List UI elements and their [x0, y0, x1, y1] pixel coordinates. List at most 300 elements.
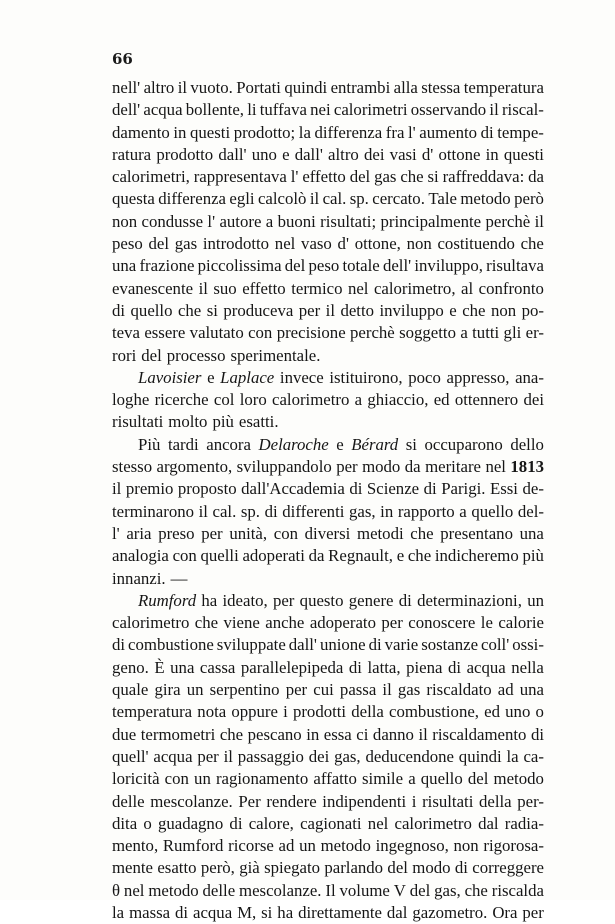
word: ci	[356, 724, 369, 744]
text-line	[112, 701, 544, 723]
word: quello	[420, 769, 463, 789]
word: principalmente	[380, 211, 482, 231]
word: cassa	[199, 657, 236, 677]
word: differenti	[282, 501, 345, 521]
word: li	[247, 100, 257, 120]
word: si	[261, 902, 273, 922]
text-line	[112, 77, 544, 99]
word: per	[197, 746, 219, 766]
word: indicheremo	[434, 546, 519, 566]
word: autore	[219, 211, 262, 231]
word: una	[170, 657, 195, 677]
word: di	[349, 479, 363, 499]
word: È	[154, 657, 165, 677]
word: cal.	[212, 501, 237, 521]
word: più	[212, 412, 234, 432]
word: processo	[166, 345, 226, 365]
word: per	[522, 902, 544, 922]
word: da	[528, 167, 544, 187]
word: il	[198, 501, 208, 521]
word: V	[393, 880, 406, 900]
word: er-	[525, 323, 544, 343]
word: in	[485, 144, 499, 164]
text-line	[112, 880, 544, 902]
text-line	[112, 545, 544, 567]
word: analogia	[112, 546, 169, 566]
word: Lavoisier	[138, 367, 202, 387]
word: acqua	[143, 100, 183, 120]
word: Scienze	[366, 479, 420, 499]
word: esatti.	[238, 412, 279, 432]
word: l'	[112, 523, 120, 543]
word: dall'	[288, 635, 317, 655]
word: del	[284, 256, 306, 276]
text-line	[112, 188, 544, 210]
word: rendere	[266, 791, 317, 811]
word: di	[348, 657, 362, 677]
word: questi	[503, 144, 544, 164]
word: mente	[112, 858, 154, 878]
word: di	[229, 813, 243, 833]
word: adoperati	[242, 546, 305, 566]
word: il	[309, 189, 320, 209]
text-line	[112, 300, 544, 322]
word: perchè	[350, 323, 395, 343]
word: presentano	[440, 523, 513, 543]
word: di	[264, 501, 278, 521]
word: affatto	[313, 769, 357, 789]
word: massa	[129, 902, 171, 922]
word: aumento	[419, 122, 478, 142]
word: cagionati	[300, 813, 362, 833]
word: d'	[337, 234, 349, 254]
word: buoni	[277, 211, 316, 231]
word: un	[527, 590, 544, 610]
word: entrambi	[330, 78, 391, 97]
word: Delaroche	[258, 434, 329, 454]
word: sviluppandolo	[236, 457, 332, 477]
word: a	[265, 211, 274, 231]
word: gira	[154, 680, 181, 700]
word: appresso,	[446, 367, 510, 387]
word: in	[173, 122, 187, 142]
word: rapporto	[397, 501, 455, 521]
word: peso	[112, 234, 143, 254]
word: risultati	[422, 791, 474, 811]
word: sostanze	[421, 635, 479, 655]
text-line	[112, 255, 544, 277]
word: argomento,	[156, 457, 233, 477]
word: vasi	[389, 144, 417, 164]
word: nel	[123, 880, 145, 900]
word: ed	[433, 390, 450, 410]
word: calorimetro	[272, 390, 350, 410]
word: meritare	[425, 457, 481, 477]
word: e	[396, 546, 405, 566]
word: il	[382, 680, 392, 700]
word: in	[380, 501, 394, 521]
word: differenza	[158, 189, 226, 209]
word: del	[148, 234, 170, 254]
word: si	[427, 167, 439, 187]
word: della	[479, 791, 512, 811]
text-line	[112, 144, 544, 166]
word: il	[198, 278, 208, 298]
word: dall'	[294, 144, 323, 164]
word: essere	[144, 323, 186, 343]
word: cal.	[322, 189, 347, 209]
word: stesso	[112, 457, 153, 477]
word: che	[400, 167, 424, 187]
word: bollente,	[185, 100, 244, 120]
word: del	[387, 858, 408, 878]
text-line	[112, 278, 544, 300]
word: quello	[471, 501, 514, 521]
word: risultava	[486, 256, 544, 276]
word: calorimetro	[112, 613, 190, 633]
word: l'	[290, 167, 299, 187]
word: altro	[143, 78, 175, 97]
word: o	[535, 702, 544, 722]
word: temperatura	[112, 702, 193, 722]
word: ana-	[515, 367, 544, 387]
word: ca-	[523, 746, 544, 766]
word: a	[408, 769, 416, 789]
word: di	[175, 902, 189, 922]
word: per	[201, 523, 223, 543]
word: raffreddava:	[442, 167, 525, 187]
word: —	[170, 568, 188, 588]
word: damento	[112, 122, 170, 142]
word: Tale	[428, 189, 457, 209]
word: delle	[112, 791, 145, 811]
word: dei	[523, 390, 544, 410]
word: però	[514, 189, 544, 209]
word: le	[480, 613, 493, 633]
word: metodo	[460, 189, 511, 209]
text-line	[112, 122, 544, 144]
word: parallelepipeda	[240, 657, 344, 677]
word: l'	[207, 211, 216, 231]
word: gazometro.	[412, 902, 488, 922]
text-line	[112, 456, 544, 478]
word: innanzi.	[112, 568, 166, 588]
word: Più	[138, 434, 161, 454]
word: occuparono	[424, 434, 503, 454]
word: calcolò	[257, 189, 307, 209]
word: gli	[503, 323, 522, 343]
word: invece	[279, 367, 324, 387]
word: fra	[385, 122, 405, 142]
text-line	[112, 166, 544, 188]
word: la	[112, 902, 125, 922]
word: teva	[112, 323, 140, 343]
word: un	[299, 836, 316, 856]
word: cui	[313, 680, 334, 700]
word: si	[206, 300, 218, 320]
text-line	[112, 746, 544, 768]
word: modo	[412, 858, 451, 878]
word: gas	[374, 167, 397, 187]
word: una	[112, 256, 137, 276]
word: risultati	[112, 412, 164, 432]
word: passaggio	[237, 746, 304, 766]
word: aria	[126, 523, 152, 543]
word: spiegato	[264, 858, 321, 878]
word: per	[272, 590, 295, 610]
word: sp.	[240, 501, 261, 521]
word: che	[520, 234, 544, 254]
word: per	[285, 680, 308, 700]
word: il	[325, 300, 335, 320]
word: dita	[112, 813, 138, 833]
word: che	[462, 300, 486, 320]
word: deducendone	[365, 746, 454, 766]
word: loro	[239, 390, 267, 410]
word: 1813	[510, 457, 544, 477]
word: evanescente	[112, 278, 194, 298]
word: la	[298, 122, 311, 142]
word: ha	[201, 590, 218, 610]
word: del	[467, 769, 489, 789]
word: con	[172, 546, 197, 566]
word: peso	[308, 256, 340, 276]
word: ha	[277, 902, 294, 922]
word: radia-	[504, 813, 544, 833]
word: Regnault,	[328, 546, 393, 566]
word: altro	[328, 144, 359, 164]
word: nel	[485, 457, 506, 477]
word: a	[354, 390, 363, 410]
word: non	[406, 234, 432, 254]
word: metodo	[493, 769, 544, 789]
word: calorimetri,	[112, 167, 190, 187]
word: acqua	[193, 902, 233, 922]
word: uno	[251, 144, 277, 164]
word: la	[506, 746, 519, 766]
word: ottone	[438, 144, 481, 164]
word: gas	[174, 234, 198, 254]
word: per-	[517, 791, 544, 811]
word: gas,	[334, 746, 361, 766]
word: temperatura	[463, 78, 544, 97]
word: prodotto	[156, 144, 214, 164]
word: unità,	[229, 523, 268, 543]
word: termico	[291, 278, 343, 298]
text-line	[112, 902, 544, 924]
word: però,	[200, 858, 235, 878]
word: di	[423, 479, 437, 499]
word: questo	[299, 590, 344, 610]
word: istituirono,	[329, 367, 403, 387]
word: di	[368, 635, 382, 655]
word: coll'	[481, 635, 510, 655]
text-line	[112, 478, 544, 500]
word: risultati;	[320, 211, 377, 231]
text-line	[112, 791, 544, 813]
word: determinazioni,	[417, 590, 522, 610]
word: del	[141, 345, 162, 365]
word: tutti	[472, 323, 500, 343]
word: molto	[168, 412, 208, 432]
word: ad	[278, 836, 295, 856]
word: ragionamento	[215, 769, 309, 789]
word: osservando	[410, 100, 487, 120]
word: dell'	[382, 256, 412, 276]
word: dei	[363, 144, 385, 164]
word: i	[283, 702, 288, 722]
text-line	[112, 768, 544, 790]
word: ad	[497, 680, 514, 700]
word: tempe-	[497, 122, 544, 142]
word: direttamente	[298, 902, 382, 922]
word: metodo	[148, 880, 199, 900]
word: M,	[237, 902, 257, 922]
word: latta,	[367, 657, 401, 677]
word: o	[143, 813, 152, 833]
word: dal	[386, 902, 408, 922]
word: totale	[342, 256, 380, 276]
word: quell'	[112, 746, 149, 766]
word: che	[177, 300, 202, 320]
word: di	[398, 590, 412, 610]
word: calorimetro,	[373, 278, 456, 298]
text-line	[112, 367, 544, 389]
word: termometri	[140, 724, 216, 744]
word: piena	[406, 657, 443, 677]
word: mescolanze.	[150, 791, 233, 811]
word: metodo	[320, 836, 371, 856]
word: Ora	[492, 902, 518, 922]
word: di	[447, 657, 462, 677]
word: un	[194, 769, 211, 789]
word: di	[530, 724, 544, 744]
word: quindi	[284, 78, 328, 97]
word: egli	[229, 189, 255, 209]
word: riscaldamento	[432, 724, 527, 744]
word: ghiaccio,	[367, 390, 429, 410]
word: si	[405, 434, 417, 454]
word: nota	[197, 702, 227, 722]
word: un	[186, 680, 204, 700]
word: volume	[339, 880, 390, 900]
word: inviluppo,	[414, 256, 483, 276]
word: sviluppate	[216, 635, 286, 655]
word: Portati	[236, 78, 281, 97]
word: adoperato	[309, 613, 376, 633]
word: produceva	[223, 300, 294, 320]
word: differenza	[314, 122, 383, 142]
word: perchè	[485, 211, 531, 231]
word: θ	[112, 880, 121, 900]
word: genere	[348, 590, 394, 610]
word: poco	[408, 367, 441, 387]
word: tuffava	[259, 100, 307, 120]
word: essa	[323, 724, 352, 744]
word: del	[409, 880, 431, 900]
word: e	[282, 144, 290, 164]
word: preso	[158, 523, 195, 543]
word: effetto	[302, 167, 346, 187]
text-line	[112, 724, 544, 746]
word: i	[411, 791, 417, 811]
word: il	[112, 479, 122, 499]
word: loghe	[112, 390, 150, 410]
word: l'	[407, 122, 416, 142]
word: suo	[213, 278, 237, 298]
word: ratura	[112, 144, 152, 164]
word: non	[453, 836, 479, 856]
word: ricorse	[228, 836, 274, 856]
word: Rumford	[162, 836, 224, 856]
word: ottennero	[454, 390, 519, 410]
word: il	[223, 746, 233, 766]
text-line	[112, 657, 544, 679]
word: acqua	[466, 657, 506, 677]
word: e	[336, 434, 344, 454]
word: diversi	[304, 523, 351, 543]
text-line	[112, 813, 544, 835]
word: nel	[367, 813, 389, 833]
word: frazione	[139, 256, 195, 276]
word: combustione	[128, 635, 214, 655]
word: metodi	[357, 523, 404, 543]
word: di	[112, 300, 126, 320]
word: Laplace	[220, 367, 275, 387]
text-line	[112, 501, 544, 523]
word: e	[449, 300, 457, 320]
word: ed	[484, 702, 500, 722]
word: danno	[372, 724, 414, 744]
body-text	[112, 77, 544, 924]
word: guadagno	[157, 813, 224, 833]
word: con	[248, 323, 273, 343]
word: prodotti	[292, 702, 347, 722]
word: ingegnoso,	[375, 836, 449, 856]
word: uno	[505, 702, 531, 722]
word: po-	[521, 300, 544, 320]
word: ottone,	[354, 234, 401, 254]
word: in	[306, 724, 320, 744]
word: introdotto	[202, 234, 270, 254]
word: conoscere	[408, 613, 476, 633]
word: premio	[125, 479, 174, 499]
word: il	[489, 100, 499, 120]
word: dall'Accademia	[241, 479, 345, 499]
word: il	[177, 78, 188, 97]
word: quelli	[200, 546, 239, 566]
text-line	[112, 523, 544, 545]
word: gas	[397, 680, 421, 700]
word: vuoto.	[190, 78, 233, 97]
word: del	[349, 167, 371, 187]
text-line	[112, 345, 544, 367]
word: nell'	[112, 78, 141, 97]
word: serpentino	[209, 680, 280, 700]
word: per	[381, 613, 403, 633]
word: dei	[308, 746, 330, 766]
word: de-	[522, 479, 544, 499]
word: di	[112, 635, 126, 655]
word: Rumford	[138, 590, 197, 610]
word: pescano	[247, 724, 302, 744]
word: gas,	[349, 501, 376, 521]
word: il	[418, 724, 428, 744]
word: indipendenti	[322, 791, 407, 811]
word: sperimentale.	[230, 345, 321, 365]
word: valutato	[189, 323, 244, 343]
word: che	[464, 880, 488, 900]
